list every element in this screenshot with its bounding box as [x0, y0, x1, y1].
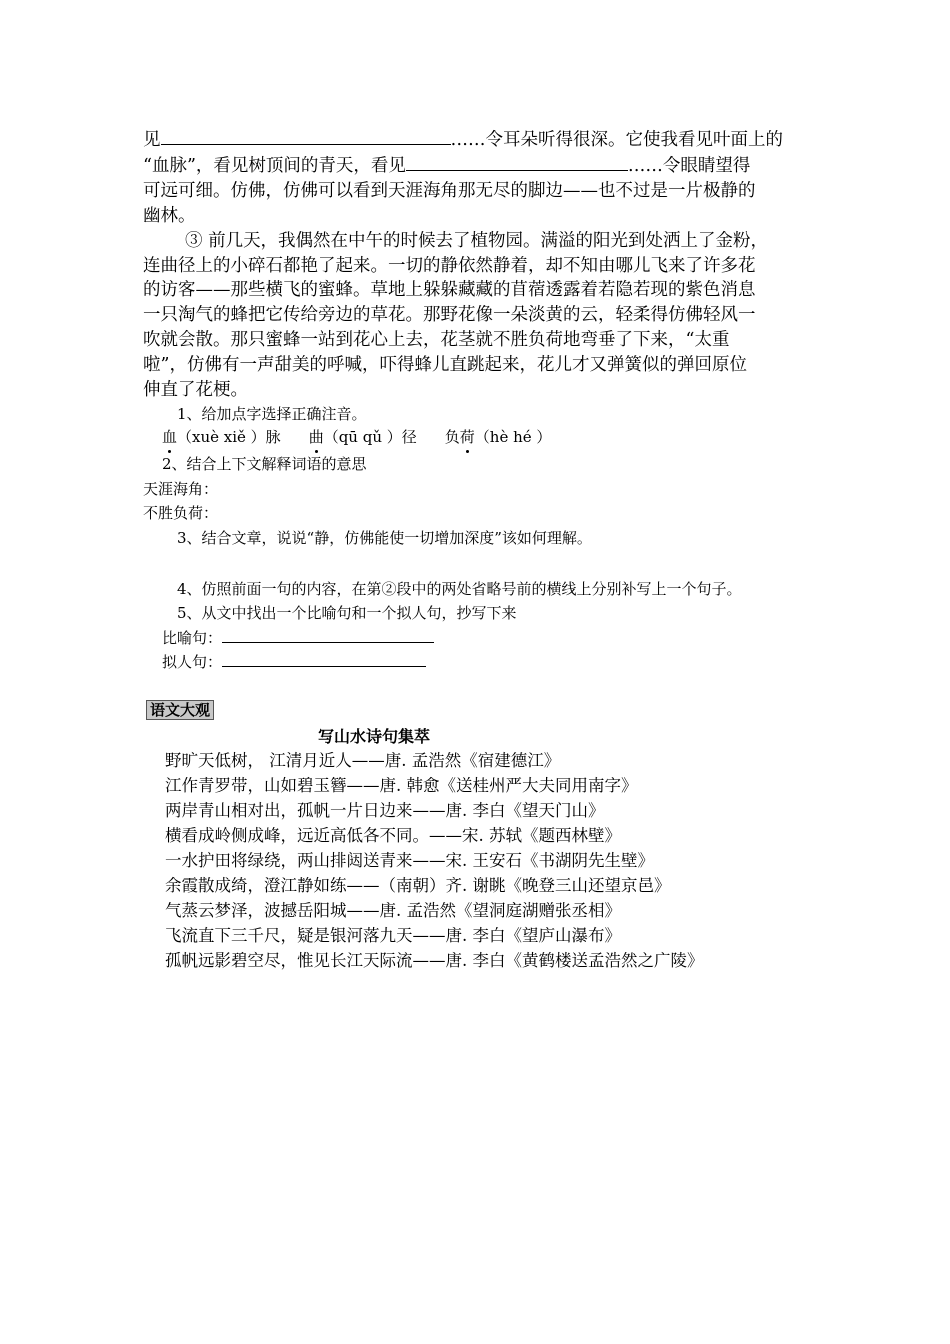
dotted-char-he: 荷 — [459, 428, 475, 446]
dotted-char-xue: 血 — [162, 428, 178, 446]
dotted-char-qu: 曲 — [308, 428, 324, 446]
para3-line-2: 连曲径上的小碎石都艳了起来。一切的静依然静着，却不知由哪儿飞来了许多花 — [143, 256, 756, 276]
question-2-term-b: 不胜负荷： — [143, 504, 219, 522]
poem-line: 江作青罗带，山如碧玉簪——唐. 韩愈《送桂州严大夫同用南字》 — [165, 776, 638, 795]
fill-blank-2[interactable] — [406, 153, 628, 171]
passage-line-3: 可远可细。仿佛，仿佛可以看到天涯海角那无尽的脚边——也不过是一片极静的 — [143, 181, 756, 201]
fill-blank-1[interactable] — [161, 127, 451, 145]
poem-line: 一水护田将绿绕，两山排闼送青来——宋. 王安石《书湖阴先生壁》 — [165, 851, 654, 870]
simile-row: 比喻句： — [162, 627, 434, 648]
para3-line-3: 的访客——那些横飞的蜜蜂。草地上躲躲藏藏的苜蓿透露着若隐若现的紫色消息 — [143, 280, 756, 300]
question-4: 4、仿照前面一句的内容，在第②段中的两处省略号前的横线上分别补写上一个句子。 — [177, 580, 742, 598]
poem-line: 野旷天低树， 江清月近人——唐. 孟浩然《宿建德江》 — [165, 751, 561, 770]
para3-line-1: ③ 前几天，我偶然在中午的时候去了植物园。满溢的阳光到处洒上了金粉， — [185, 231, 769, 251]
passage-line-1: 见 ……令耳朵听得很深。它使我看见叶面上的 — [143, 126, 783, 151]
question-1-options: 血（xuè xiě ）脉 曲（qū qǔ ）径 负荷（hè hé ） — [162, 428, 552, 446]
simile-answer-line[interactable] — [222, 627, 434, 643]
question-1: 1、给加点字选择正确注音。 — [177, 405, 367, 423]
personification-row: 拟人句： — [162, 651, 426, 672]
para3-line-4: 一只淘气的蜂把它传给旁边的草花。那野花像一朵淡黄的云，轻柔得仿佛轻风一 — [143, 305, 756, 325]
poem-line: 横看成岭侧成峰，远近高低各不同。——宋. 苏轼《题西林壁》 — [165, 826, 621, 845]
poem-line: 两岸青山相对出，孤帆一片日边来——唐. 李白《望天门山》 — [165, 801, 605, 820]
para3-line-7: 伸直了花梗。 — [143, 380, 248, 400]
poem-line: 孤帆远影碧空尽，惟见长江天际流——唐. 李白《黄鹤楼送孟浩然之广陵》 — [165, 951, 704, 970]
passage-line-2: “血脉”，看见树顶间的青天，看见 ……令眼睛望得 — [143, 152, 750, 177]
passage-line-4: 幽林。 — [143, 206, 196, 226]
question-2: 2、结合上下文解释词语的意思 — [162, 455, 367, 473]
poem-line: 飞流直下三千尺，疑是银河落九天——唐. 李白《望庐山瀑布》 — [165, 926, 621, 945]
question-2-term-a: 天涯海角： — [143, 480, 219, 498]
section-title: 写山水诗句集萃 — [318, 727, 431, 746]
question-3: 3、结合文章，说说“静，仿佛能使一切增加深度”该如何理解。 — [177, 529, 592, 547]
poem-line: 气蒸云梦泽，波撼岳阳城——唐. 孟浩然《望洞庭湖赠张丞相》 — [165, 901, 621, 920]
poem-line: 余霞散成绮，澄江静如练——（南朝）齐. 谢眺《晚登三山还望京邑》 — [165, 876, 671, 895]
question-5: 5、从文中找出一个比喻句和一个拟人句，抄写下来 — [177, 604, 517, 622]
section-badge: 语文大观 — [146, 700, 214, 720]
personification-answer-line[interactable] — [222, 651, 426, 667]
para3-line-5: 吹就会散。那只蜜蜂一站到花心上去，花茎就不胜负荷地弯垂了下来，“太重 — [143, 330, 730, 350]
para3-line-6: 啦”，仿佛有一声甜美的呼喊，吓得蜂儿直跳起来，花儿才又弹簧似的弹回原位 — [143, 355, 747, 375]
